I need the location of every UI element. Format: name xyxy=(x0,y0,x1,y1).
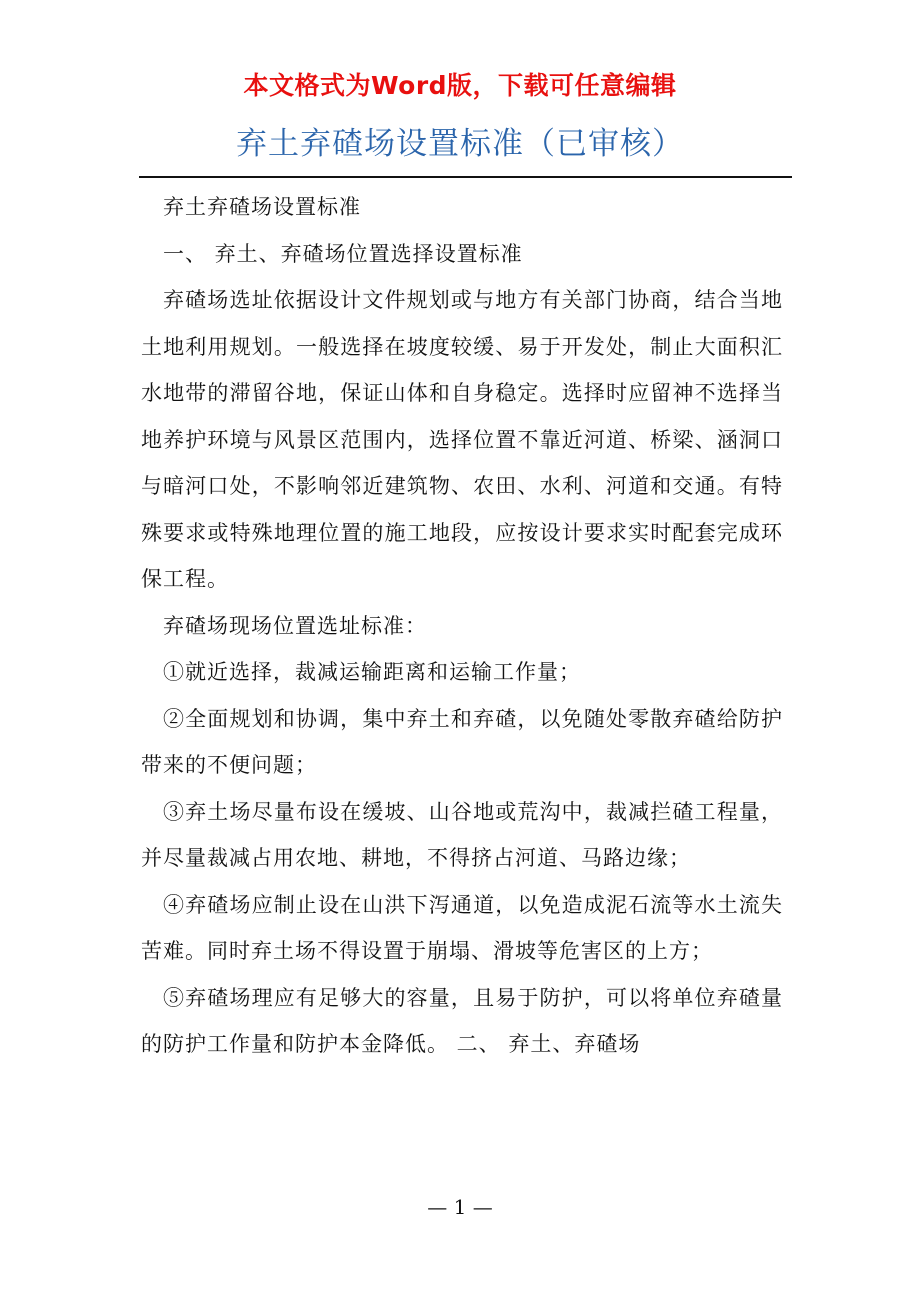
title-divider xyxy=(139,176,792,178)
list-item: ③弃土场尽量布设在缓坡、山谷地或荒沟中，裁减拦碴工程量，并尽量裁减占用农地、耕地，不得挤占河道、马路边缘； xyxy=(141,799,783,870)
list-item: ②全面规划和协调，集中弃土和弃碴，以免随处零散弃碴给防护带来的不便问题； xyxy=(141,706,783,777)
word-format-banner: 本文格式为Word版，下载可任意编辑 xyxy=(243,71,677,100)
body-paragraph: 弃碴场现场位置选址标准： xyxy=(163,613,427,638)
page-number: — 1 — xyxy=(427,1195,493,1219)
body-paragraph: 弃碴场选址依据设计文件规划或与地方有关部门协商，结合当地土地利用规划。一般选择在坡度较缓、易于开发处，制止大面积汇水地带的滞留谷地，保证山体和自身稳定。选择时应留神不选择当地养护环境与风景区范围内，选择位置不靠近河道、桥梁、涵洞口与暗河口处，不影响邻近建筑物、农田、水利、河道和交通。有特殊要求或特殊地理位置的施工地段，应按设计要求实时配套完成环保工程。 xyxy=(141,288,783,591)
section-heading: 弃土弃碴场设置标准 xyxy=(163,195,361,219)
list-item: ④弃碴场应制止设在山洪下泻通道，以免造成泥石流等水土流失苦难。同时弃土场不得设置于崩塌、滑坡等危害区的上方； xyxy=(141,892,783,963)
list-item: ⑤弃碴场理应有足够大的容量，且易于防护，可以将单位弃碴量的防护工作量和防护本金降低。 二、 弃土、弃碴场 xyxy=(141,985,783,1056)
list-item: ①就近选择，裁减运输距离和运输工作量； xyxy=(163,660,581,684)
document-title: 弃土弃碴场设置标准（已审核） xyxy=(236,126,684,162)
subsection-heading: 一、 弃土、弃碴场位置选择设置标准 xyxy=(163,241,523,266)
document-body xyxy=(141,184,783,1068)
